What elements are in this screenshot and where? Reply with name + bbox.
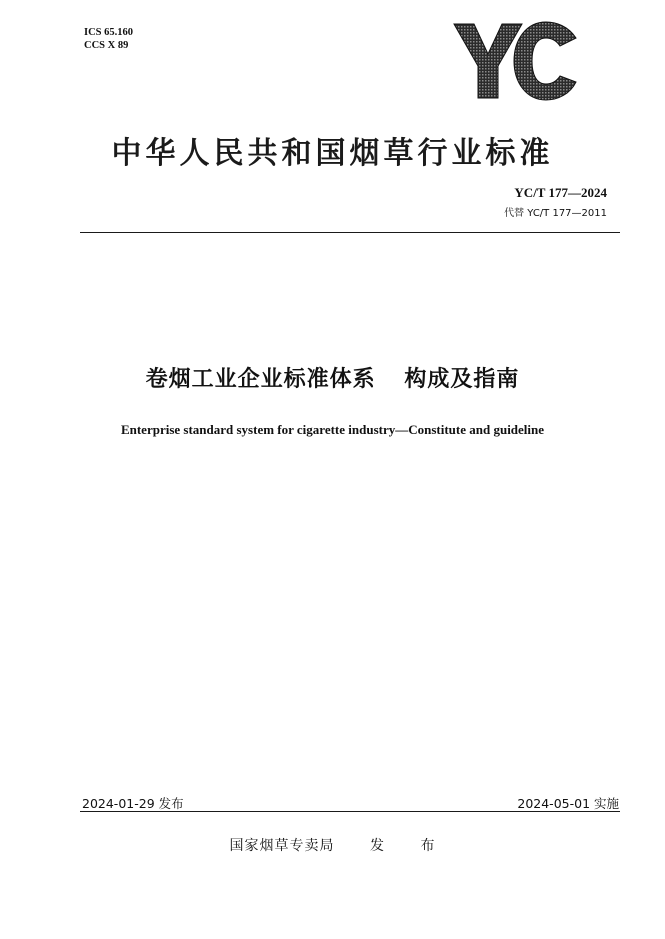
ccs-code: CCS X 89 bbox=[84, 40, 129, 51]
document-title-en: Enterprise standard system for cigarette industry—Constitute and guideline bbox=[120, 422, 545, 437]
header-divider bbox=[80, 232, 620, 233]
footer-divider bbox=[80, 811, 620, 812]
standard-category-title: 中华人民共和国烟草行业标准 bbox=[111, 136, 554, 171]
replaces-standard: 代替 YC/T 177—2011 bbox=[504, 208, 607, 219]
document-title-cn: 卷烟工业企业标准体系 构成及指南 bbox=[145, 367, 520, 392]
issuing-authority: 国家烟草专卖局 发 布 bbox=[229, 838, 436, 854]
yc-logo bbox=[452, 20, 582, 102]
implementation-date: 2024-05-01 实施 bbox=[517, 796, 619, 811]
standard-number: YC/T 177—2024 bbox=[514, 185, 607, 200]
issue-date: 2024-01-29 发布 bbox=[82, 796, 184, 811]
ics-code: ICS 65.160 bbox=[84, 27, 134, 38]
classification-codes bbox=[84, 26, 133, 52]
logo-letter-y bbox=[454, 24, 522, 98]
logo-letter-c bbox=[514, 22, 576, 100]
